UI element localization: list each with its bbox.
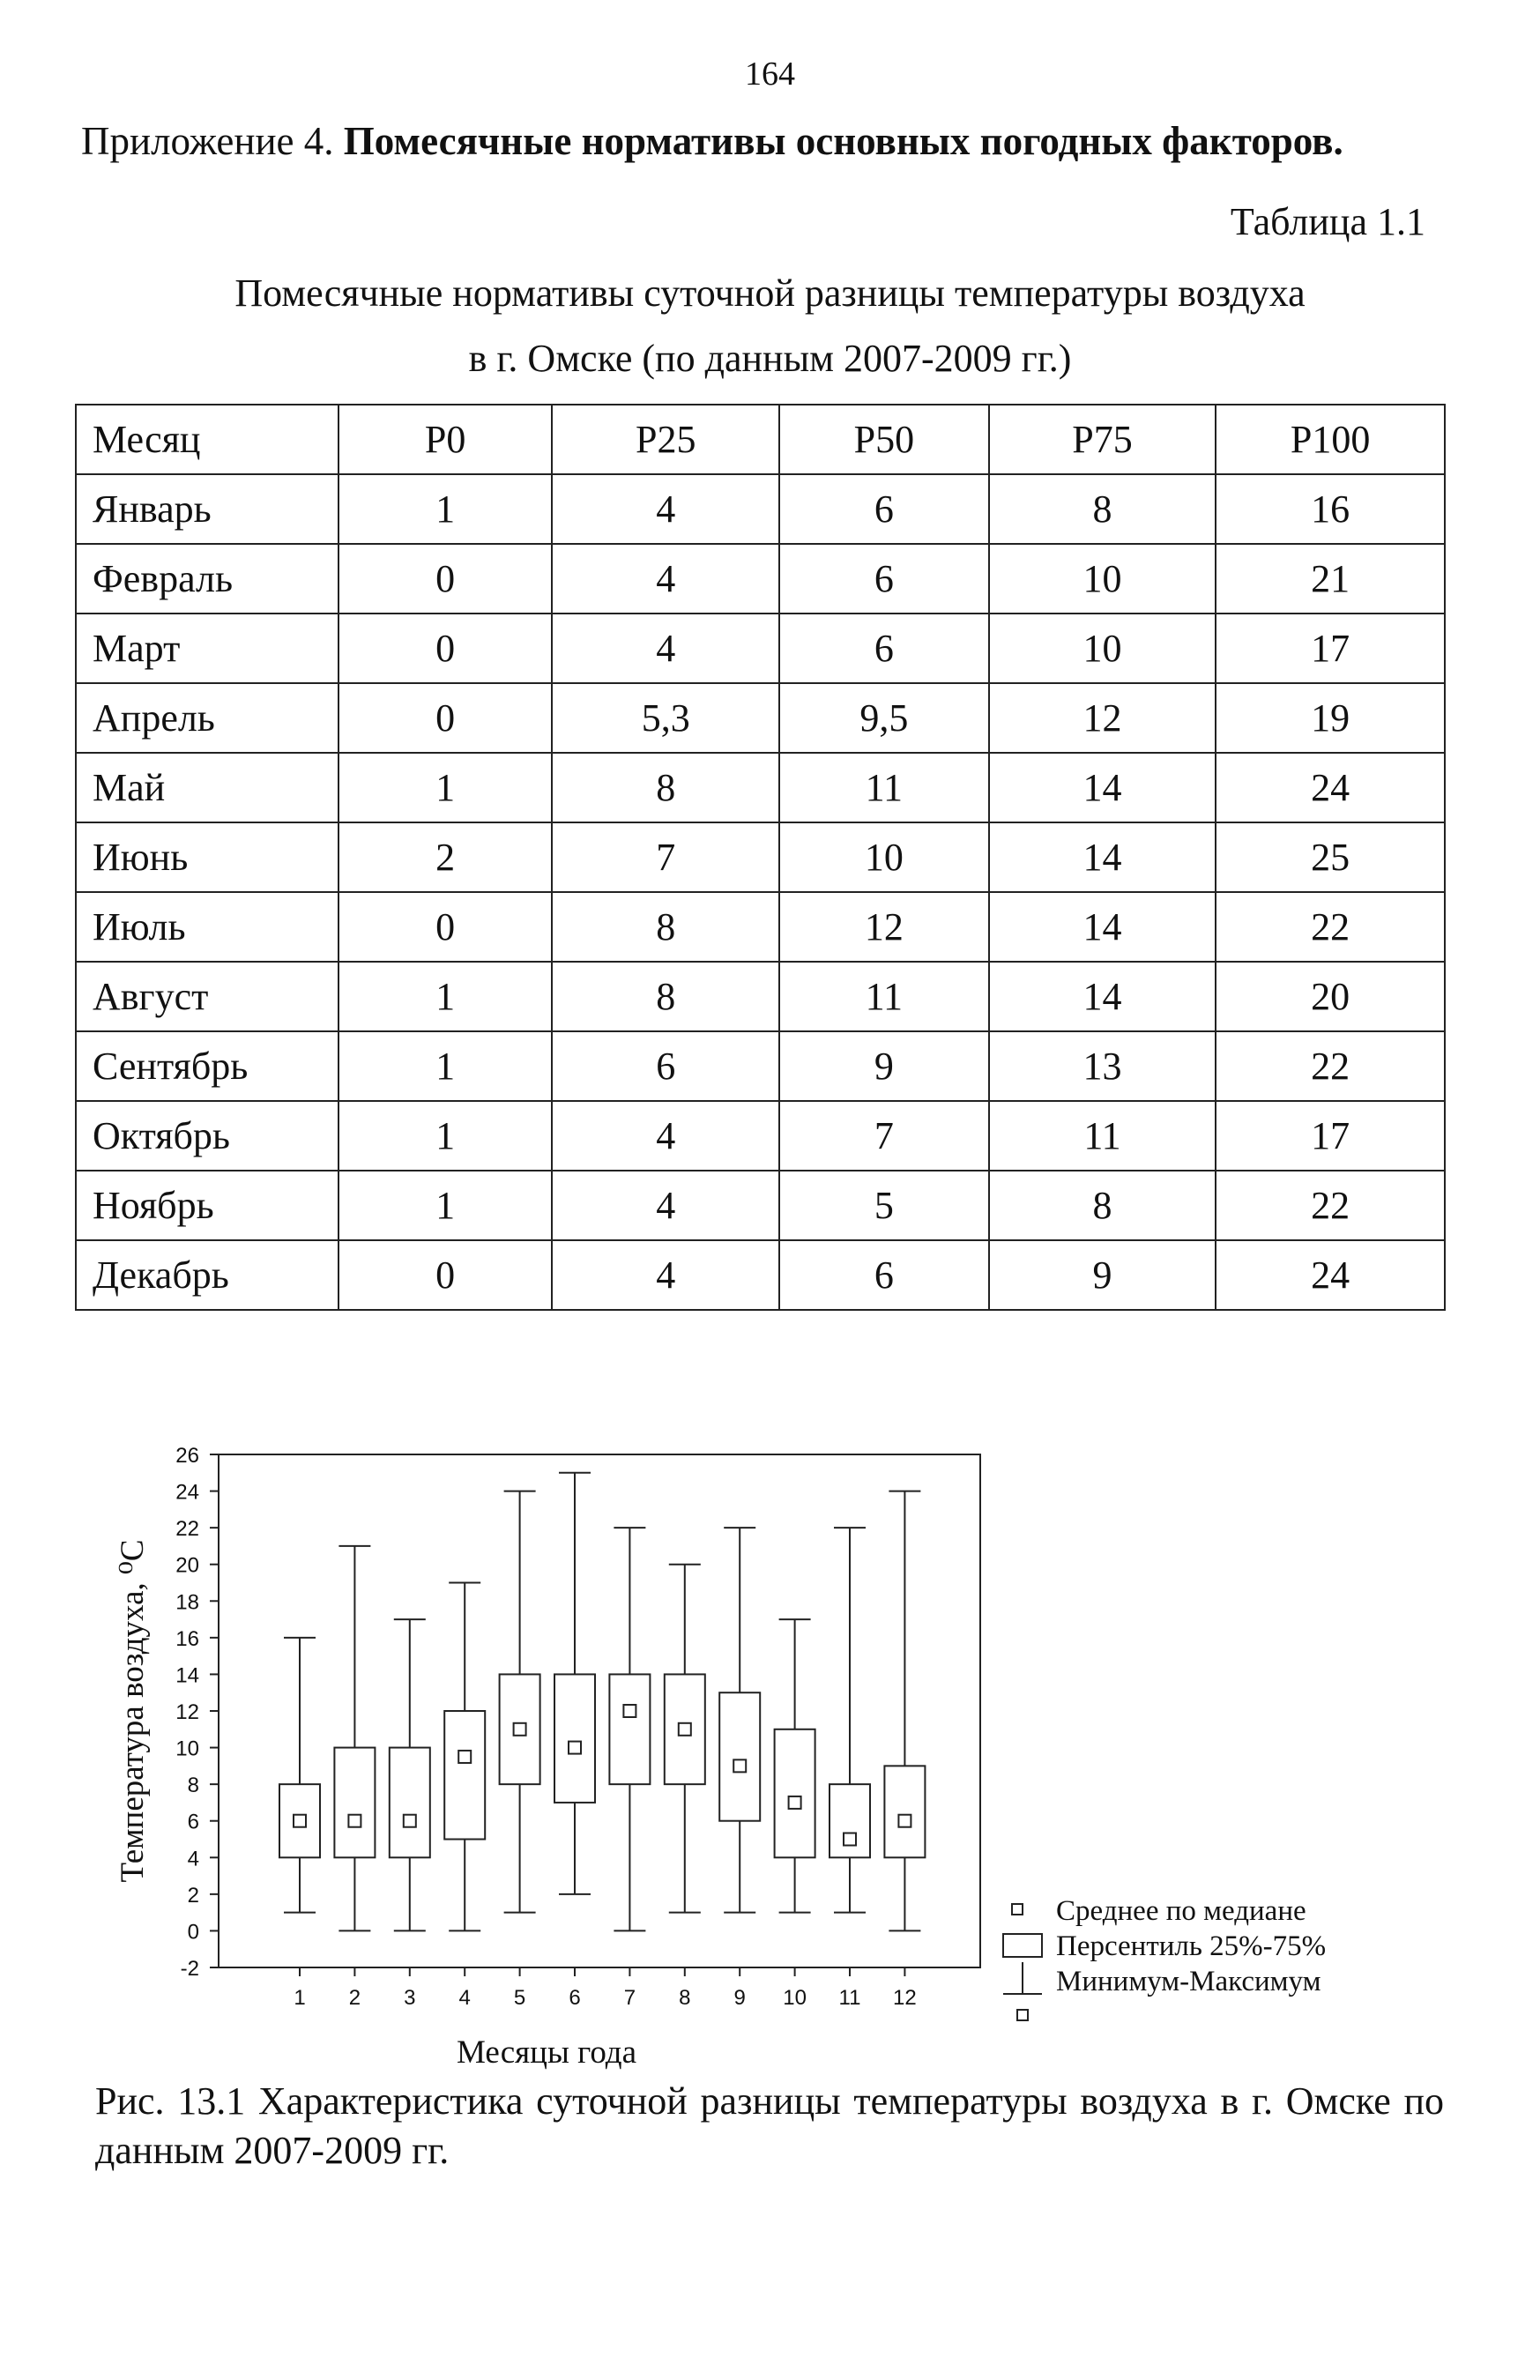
appendix-prefix: Приложение 4. — [81, 119, 334, 163]
value-cell: 14 — [989, 753, 1216, 822]
value-cell: 11 — [989, 1101, 1216, 1171]
x-tick-label: 1 — [294, 1986, 306, 2010]
median-marker — [348, 1815, 361, 1827]
median-marker — [514, 1723, 526, 1736]
table-caption-line2: в г. Омске (по данным 2007-2009 гг.) — [468, 337, 1072, 380]
y-tick-label: 18 — [175, 1590, 199, 1615]
y-tick-label: 26 — [175, 1444, 199, 1468]
month-cell: Сентябрь — [76, 1031, 339, 1101]
value-cell: 8 — [552, 753, 779, 822]
value-cell: 22 — [1216, 892, 1445, 962]
value-cell: 1 — [339, 753, 553, 822]
value-cell: 22 — [1216, 1031, 1445, 1101]
legend-box-label: Персентиль 25%-75% — [1056, 1930, 1327, 1962]
value-cell: 5 — [779, 1171, 989, 1240]
x-tick-label: 3 — [404, 1986, 416, 2010]
value-cell: 7 — [779, 1101, 989, 1171]
legend-median-label: Среднее по медиане — [1056, 1895, 1306, 1927]
y-tick-label: 24 — [175, 1480, 199, 1505]
value-cell: 9 — [779, 1031, 989, 1101]
figure-caption: Рис. 13.1 Характеристика суточной разницы температуры воздуха в г. Омске по данным 2007-2009 гг. — [95, 2079, 1444, 2172]
plot-frame — [219, 1454, 980, 1967]
table-caption-line1: Помесячные нормативы суточной разницы температуры воздуха — [234, 271, 1306, 315]
value-cell: 4 — [552, 1240, 779, 1310]
percentile-box — [775, 1729, 815, 1857]
value-cell: 8 — [989, 1171, 1216, 1240]
value-cell: 1 — [339, 962, 553, 1031]
x-tick-label: 2 — [348, 1986, 361, 2010]
value-cell: 10 — [989, 544, 1216, 614]
month-cell: Май — [76, 753, 339, 822]
x-tick-label: 10 — [783, 1986, 807, 2010]
month-cell: Март — [76, 614, 339, 683]
x-tick-label: 11 — [838, 1986, 861, 2010]
percentile-box — [444, 1711, 485, 1840]
value-cell: 12 — [989, 683, 1216, 753]
value-cell: 14 — [989, 892, 1216, 962]
month-cell: Апрель — [76, 683, 339, 753]
value-cell: 24 — [1216, 1240, 1445, 1310]
month-cell: Июнь — [76, 822, 339, 892]
median-marker — [844, 1833, 856, 1846]
page-number: 164 — [745, 56, 795, 93]
median-marker — [623, 1705, 636, 1717]
y-tick-label: 6 — [187, 1810, 199, 1834]
legend-whisker-label: Минимум-Максимум — [1056, 1966, 1321, 1997]
median-marker — [569, 1742, 581, 1754]
legend-box-symbol — [1003, 1934, 1042, 1957]
value-cell: 6 — [779, 474, 989, 544]
value-cell: 0 — [339, 544, 553, 614]
month-cell: Январь — [76, 474, 339, 544]
table-label: Таблица 1.1 — [1230, 200, 1425, 243]
median-marker — [733, 1759, 746, 1772]
legend-median-symbol — [1012, 1904, 1023, 1915]
value-cell: 11 — [779, 753, 989, 822]
x-tick-label: 6 — [569, 1986, 581, 2010]
value-cell: 8 — [552, 892, 779, 962]
month-cell: Октябрь — [76, 1101, 339, 1171]
value-cell: 25 — [1216, 822, 1445, 892]
value-cell: 9,5 — [779, 683, 989, 753]
percentile-box — [884, 1766, 925, 1857]
value-cell: 11 — [779, 962, 989, 1031]
x-tick-label: 12 — [893, 1986, 917, 2010]
value-cell: 16 — [1216, 474, 1445, 544]
value-cell: 14 — [989, 822, 1216, 892]
value-cell: 17 — [1216, 614, 1445, 683]
y-tick-label: 20 — [175, 1553, 199, 1578]
median-marker — [679, 1723, 691, 1736]
x-tick-label: 9 — [733, 1986, 746, 2010]
percentile-box — [609, 1674, 650, 1784]
x-tick-label: 5 — [513, 1986, 526, 2010]
y-tick-label: 2 — [187, 1883, 199, 1908]
value-cell: 21 — [1216, 544, 1445, 614]
value-cell: 8 — [552, 962, 779, 1031]
value-cell: 2 — [339, 822, 553, 892]
value-cell: 4 — [552, 1101, 779, 1171]
value-cell: 4 — [552, 544, 779, 614]
value-cell: 1 — [339, 474, 553, 544]
x-tick-label: 7 — [623, 1986, 636, 2010]
column-header: Месяц — [76, 405, 339, 474]
median-marker — [294, 1815, 306, 1827]
value-cell: 1 — [339, 1171, 553, 1240]
y-tick-label: 0 — [187, 1920, 199, 1945]
y-tick-label: 14 — [175, 1663, 199, 1688]
value-cell: 6 — [779, 544, 989, 614]
value-cell: 4 — [552, 1171, 779, 1240]
month-cell: Декабрь — [76, 1240, 339, 1310]
value-cell: 22 — [1216, 1171, 1445, 1240]
percentile-box — [390, 1748, 430, 1858]
month-cell: Ноябрь — [76, 1171, 339, 1240]
value-cell: 24 — [1216, 753, 1445, 822]
y-axis-title: Температура воздуха, ⁰С — [115, 1539, 151, 1883]
median-marker — [404, 1815, 416, 1827]
value-cell: 19 — [1216, 683, 1445, 753]
value-cell: 17 — [1216, 1101, 1445, 1171]
value-cell: 6 — [779, 1240, 989, 1310]
value-cell: 0 — [339, 892, 553, 962]
median-marker — [458, 1751, 471, 1763]
y-tick-label: 12 — [175, 1700, 199, 1724]
value-cell: 7 — [552, 822, 779, 892]
value-cell: 14 — [989, 962, 1216, 1031]
value-cell: 9 — [989, 1240, 1216, 1310]
percentile-box — [554, 1674, 595, 1803]
percentile-box — [334, 1748, 375, 1858]
y-tick-label: 22 — [175, 1517, 199, 1542]
column-header: P25 — [552, 405, 779, 474]
value-cell: 5,3 — [552, 683, 779, 753]
value-cell: 0 — [339, 1240, 553, 1310]
y-tick-label: 16 — [175, 1626, 199, 1651]
percentile-box — [719, 1692, 760, 1821]
median-marker — [789, 1796, 801, 1809]
month-cell: Февраль — [76, 544, 339, 614]
x-tick-label: 4 — [458, 1986, 471, 2010]
value-cell: 6 — [779, 614, 989, 683]
value-cell: 20 — [1216, 962, 1445, 1031]
value-cell: 4 — [552, 614, 779, 683]
legend-extra-square — [1017, 2010, 1028, 2020]
column-header: P50 — [779, 405, 989, 474]
y-tick-label: 4 — [187, 1847, 199, 1871]
value-cell: 6 — [552, 1031, 779, 1101]
value-cell: 12 — [779, 892, 989, 962]
y-tick-label: 10 — [175, 1737, 199, 1761]
median-marker — [898, 1815, 911, 1827]
value-cell: 1 — [339, 1031, 553, 1101]
month-cell: Август — [76, 962, 339, 1031]
appendix-title: Помесячные нормативы основных погодных факторов. — [343, 119, 1343, 163]
value-cell: 1 — [339, 1101, 553, 1171]
value-cell: 0 — [339, 614, 553, 683]
x-tick-label: 8 — [679, 1986, 691, 2010]
value-cell: 10 — [779, 822, 989, 892]
x-axis-title: Месяцы года — [456, 2034, 637, 2071]
value-cell: 4 — [552, 474, 779, 544]
column-header: P75 — [989, 405, 1216, 474]
percentile-box — [830, 1784, 870, 1857]
y-tick-label: -2 — [180, 1957, 199, 1981]
y-tick-label: 8 — [187, 1774, 199, 1798]
month-cell: Июль — [76, 892, 339, 962]
value-cell: 8 — [989, 474, 1216, 544]
value-cell: 0 — [339, 683, 553, 753]
value-cell: 13 — [989, 1031, 1216, 1101]
column-header: P100 — [1216, 405, 1445, 474]
column-header: P0 — [339, 405, 553, 474]
value-cell: 10 — [989, 614, 1216, 683]
